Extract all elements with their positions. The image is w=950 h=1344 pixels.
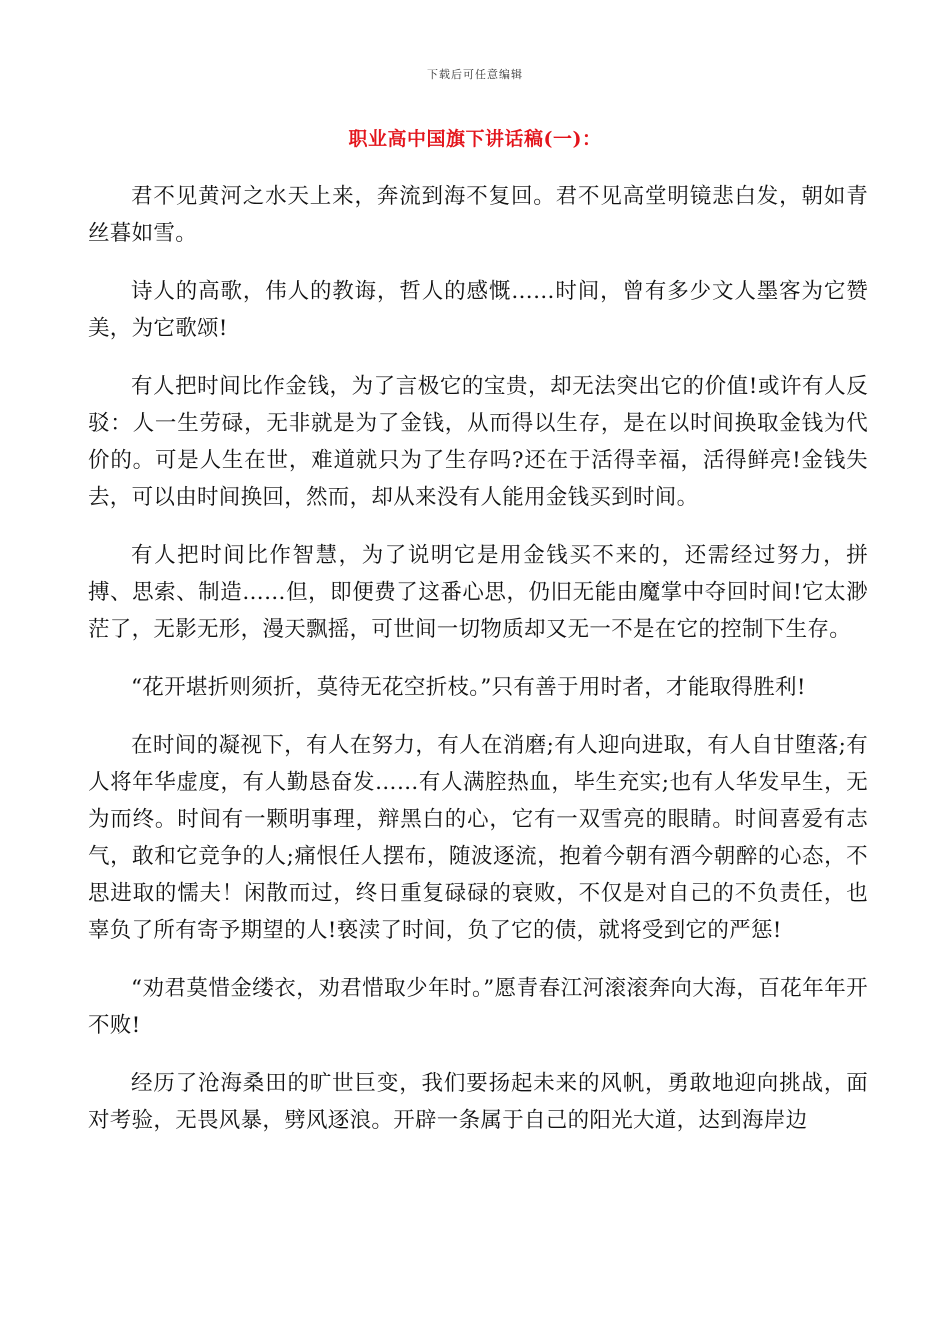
document-title: 职业高中国旗下讲话稿(一)： <box>348 128 602 150</box>
paragraph-4: 有人把时间比作智慧，为了说明它是用金钱买不来的，还需经过努力，拼搏、思索、制造……但，即便费了这番心思，仍旧无能由魔掌中夺回时间!它太渺茫了，无影无形，漫天飘摇，可世间一切物质却又无一不是在它的控制下生存。 <box>88 543 868 642</box>
paragraph-6: 在时间的凝视下，有人在努力，有人在消磨;有人迎向进取，有人自甘堕落;有人将年华虚度，有人勤恳奋发……有人满腔热血，毕生充实;也有人华发早生，无为而终。时间有一颗明事理，辩黑白的心，它有一双雪亮的眼睛。时间喜爱有志气，敢和它竞争的人;痛恨任人摆布，随波逐流，抱着今朝有酒今朝醉的心态，不思进取的懦夫！闲散而过，终日重复碌碌的衰败，不仅是对自己的不负责任，也辜负了所有寄予期望的人!亵渎了时间，负了它的债，就将受到它的严惩! <box>88 733 868 943</box>
paragraph-7: “劝君莫惜金缕衣，劝君惜取少年时。”愿青春江河滚滚奔向大海，百花年年开不败! <box>88 976 868 1038</box>
paragraph-3: 有人把时间比作金钱，为了言极它的宝贵，却无法突出它的价值!或许有人反驳：人一生劳碌，无非就是为了金钱，从而得以生存，是在以时间换取金钱为代价的。可是人生在世，难道就只为了生存吗?还在于活得幸福，活得鲜亮!金钱失去，可以由时间换回，然而，却从来没有人能用金钱买到时间。 <box>88 374 868 510</box>
document-body <box>88 178 868 1160</box>
paragraph-5: “花开堪折则须折，莫待无花空折枝。”只有善于用时者，才能取得胜利! <box>131 675 806 700</box>
paragraph-8: 经历了沧海桑田的旷世巨变，我们要扬起未来的风帆，勇敢地迎向挑战，面对考验，无畏风暴，劈风逐浪。开辟一条属于自己的阳光大道，达到海岸边 <box>88 1071 868 1133</box>
header-note: 下载后可任意编辑 <box>427 68 523 81</box>
paragraph-1: 君不见黄河之水天上来，奔流到海不复回。君不见高堂明镜悲白发，朝如青丝暮如雪。 <box>88 184 868 246</box>
paragraph-2: 诗人的高歌，伟人的教诲，哲人的感慨……时间，曾有多少文人墨客为它赞美，为它歌颂! <box>88 279 868 341</box>
